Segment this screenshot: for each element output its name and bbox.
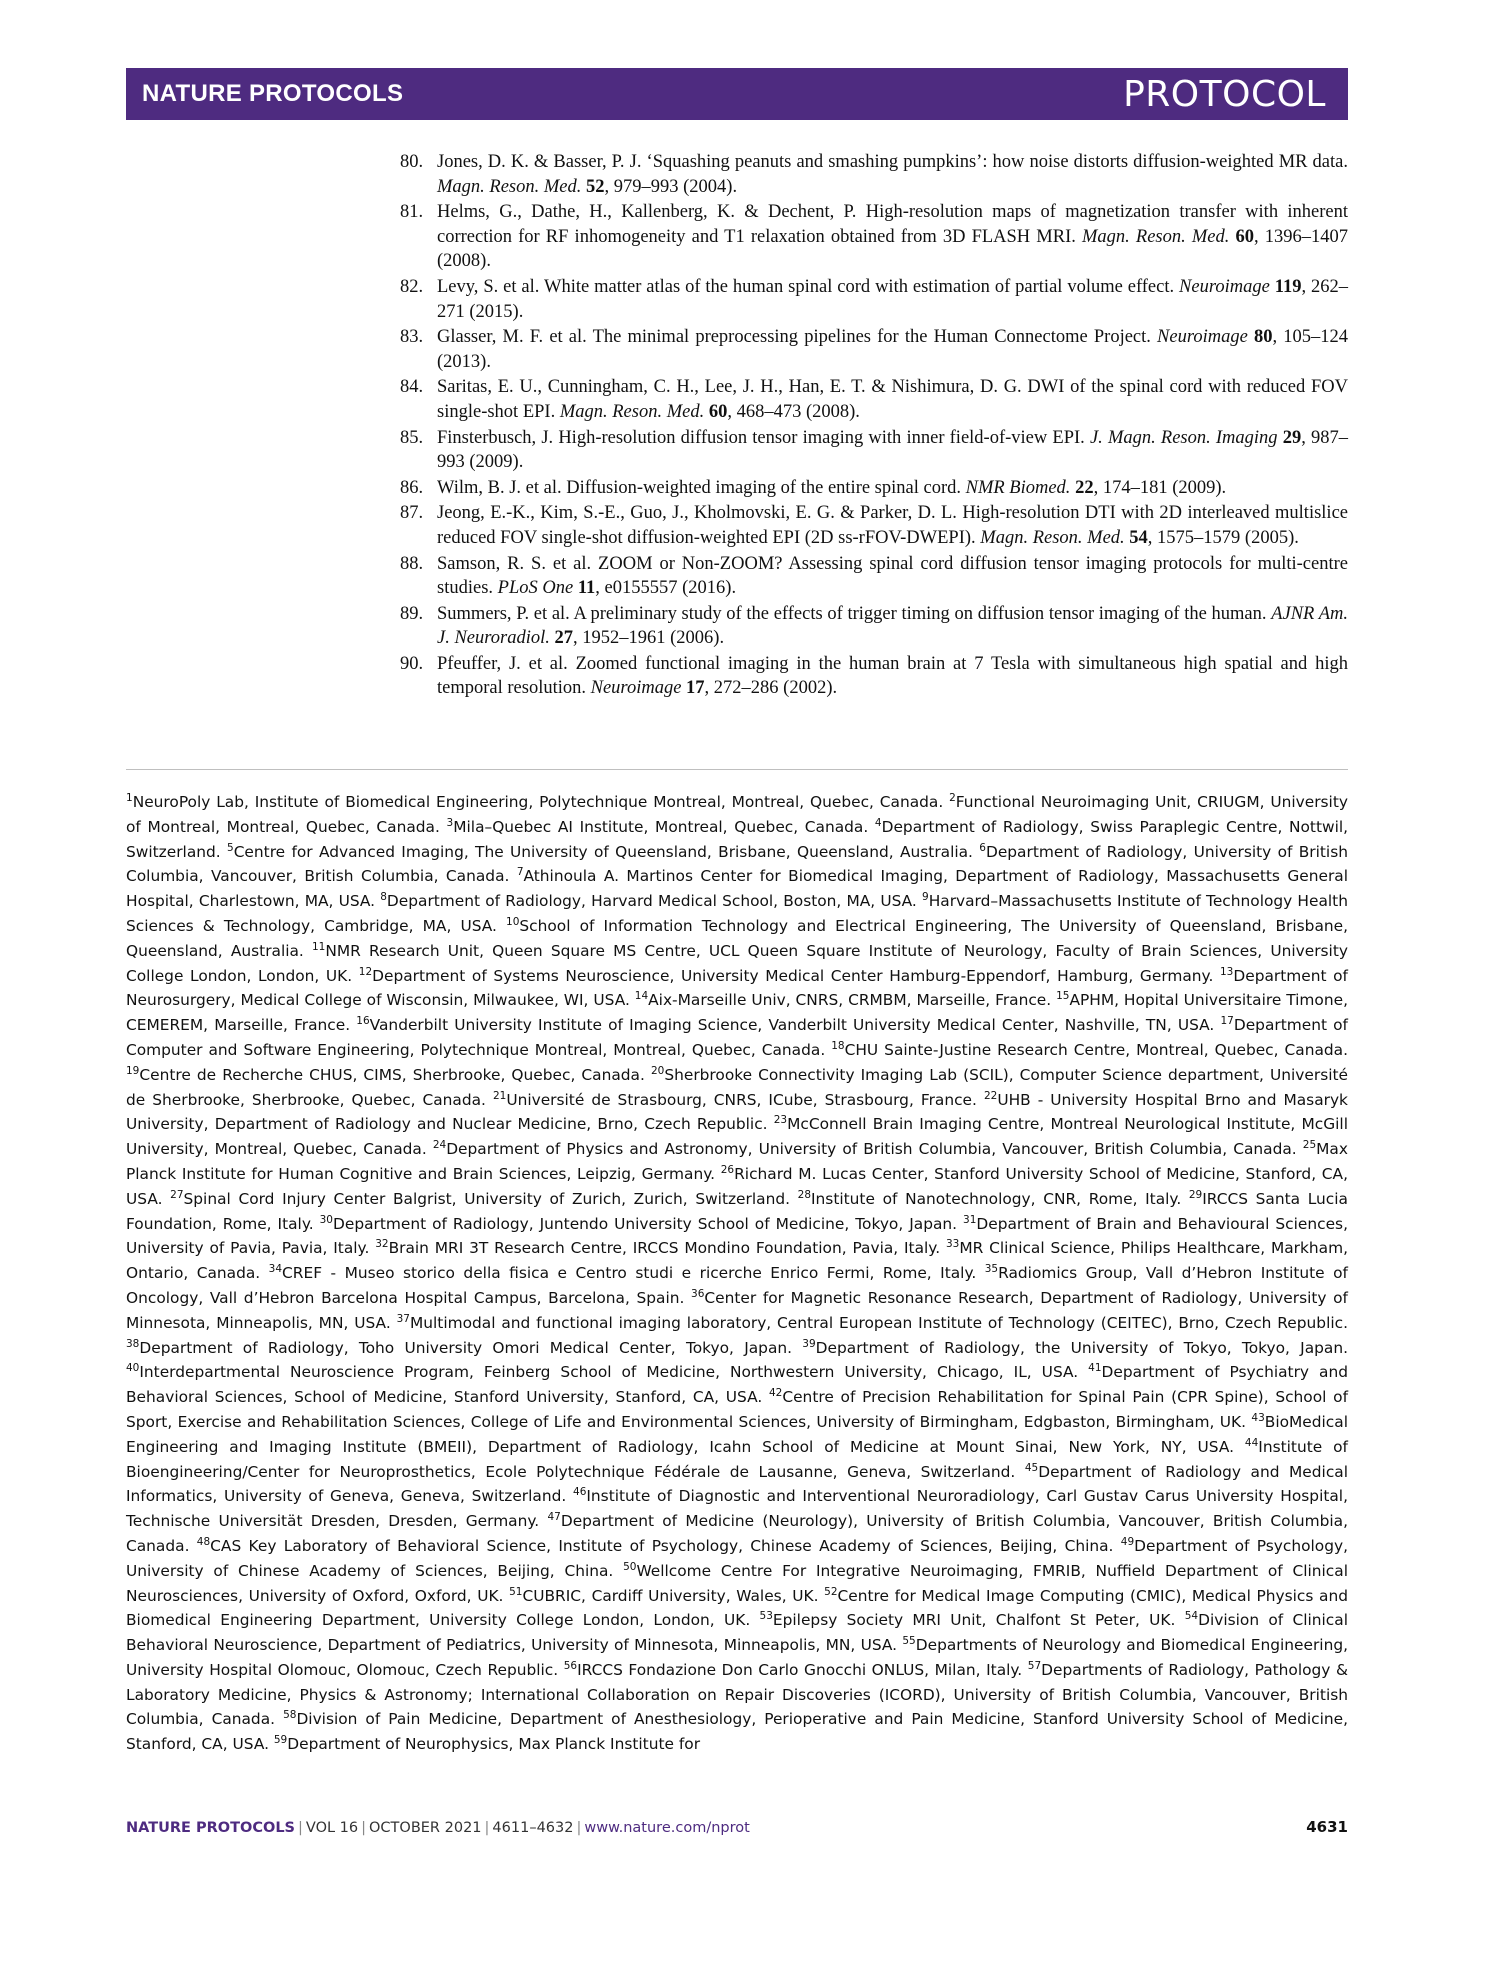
affiliation-number: 1: [126, 792, 133, 804]
affiliation-text: Department of Neurosurgery, Medical College of Wisconsin, Milwaukee, WI, USA.: [126, 966, 1348, 1010]
affiliation-text: Multimodal and functional imaging laboratory, Central European Institute of Technology (CEITEC), Brno, Czech Republic.: [409, 1313, 1348, 1332]
reference-item: [400, 552, 1348, 601]
affiliation-text: UHB - University Hospital Brno and Masaryk University, Department of Radiology and Nuclear Medicine, Brno, Czech Republic.: [126, 1090, 1348, 1134]
reference-text: Samson, R. S. et al. ZOOM or Non-ZOOM? Assessing spinal cord diffusion tensor imaging protocols for multi-centre studies. PLoS One 11, e0155557 (2016).: [437, 553, 1348, 599]
affiliation-text: Department of Medicine (Neurology), University of British Columbia, Vancouver, British Columbia, Canada.: [126, 1512, 1348, 1555]
affiliation-text: Department of Brain and Behavioural Sciences, University of Pavia, Pavia, Italy.: [126, 1214, 1348, 1258]
affiliation-number: 52: [824, 1585, 838, 1598]
affiliation-number: 56: [563, 1659, 578, 1672]
reference-number: 82.: [400, 276, 424, 297]
affiliation-text: Functional Neuroimaging Unit, CRIUGM, University of Montreal, Montreal, Quebec, Canada.: [126, 793, 1348, 836]
affiliation-number: 16: [356, 1015, 370, 1028]
reference-item: [400, 275, 1348, 324]
affiliation-number: 11: [311, 940, 326, 953]
reference-item: [400, 476, 1348, 501]
affiliation-number: 26: [720, 1163, 735, 1176]
affiliation-text: MR Clinical Science, Philips Healthcare, Markham, Ontario, Canada.: [126, 1239, 1348, 1283]
affiliation-number: 50: [623, 1560, 637, 1573]
affiliation-number: 34: [268, 1263, 283, 1276]
affiliation-number: 47: [547, 1511, 561, 1524]
affiliation-text: Departments of Radiology, Pathology & Laboratory Medicine, Physics & Astronomy; International Collaboration on Repair Discoveries (ICORD), University of British Columbia, Vancouver, British Columbia, Canada.: [126, 1660, 1348, 1729]
reference-text: Jeong, E.-K., Kim, S.-E., Guo, J., Kholmovski, E. G. & Parker, D. L. High-resolution DTI with 2D interleaved multislice reduced FOV single-shot diffusion-weighted EPI (2D ss-rFOV-DWEPI). Magn. Reson. Med. 54, 1575–1579 (2005).: [437, 503, 1348, 548]
reference-item: [400, 150, 1348, 199]
affiliation-number: 32: [375, 1238, 389, 1251]
reference-volume: 29: [1282, 427, 1302, 448]
affiliation-number: 59: [273, 1734, 288, 1747]
affiliation-text: Division of Pain Medicine, Department of Anesthesiology, Perioperative and Pain Medicine, Stanford University School of Medicine, Stanford, CA, USA.: [126, 1710, 1348, 1754]
affiliation-text: APHM, Hopital Universitaire Timone, CEMEREM, Marseille, France.: [126, 991, 1348, 1035]
affiliation-text: Department of Physics and Astronomy, University of British Columbia, Vancouver, British Columbia, Canada.: [446, 1140, 1297, 1159]
reference-number: 89.: [400, 603, 424, 624]
affiliation-number: 54: [1184, 1610, 1199, 1623]
affiliation-text: Department of Radiology, Toho University Omori Medical Center, Tokyo, Japan.: [139, 1338, 793, 1357]
affiliation-text: CAS Key Laboratory of Behavioral Science, Institute of Psychology, Chinese Academy of Sciences, Beijing, China.: [210, 1536, 1114, 1555]
reference-item: [400, 602, 1348, 651]
affiliation-text: Department of Radiology, University of British Columbia, Vancouver, British Columbia, Canada.: [126, 842, 1348, 886]
affiliation-number: 19: [126, 1064, 140, 1077]
affiliation-text: Brain MRI 3T Research Centre, IRCCS Mondino Foundation, Pavia, Italy.: [388, 1239, 941, 1258]
reference-number: 80.: [400, 152, 424, 172]
affiliation-number: 41: [1088, 1362, 1102, 1375]
reference-journal: Neuroimage: [1157, 327, 1248, 348]
reference-item: [400, 375, 1348, 424]
affiliation-number: 6: [979, 841, 986, 854]
affiliation-number: 3: [446, 816, 454, 829]
affiliation-number: 4: [874, 816, 882, 829]
affiliation-number: 9: [922, 891, 929, 904]
affiliation-number: 14: [634, 990, 649, 1003]
affiliation-number: 2: [949, 792, 956, 804]
reference-journal: Magn. Reson. Med.: [437, 176, 582, 197]
affiliation-text: NeuroPoly Lab, Institute of Biomedical Engineering, Polytechnique Montreal, Montreal, Quebec, Canada.: [132, 793, 944, 811]
affiliation-text: Epilepsy Society MRI Unit, Chalfont St Peter, UK.: [772, 1611, 1176, 1630]
affiliation-text: Institute of Bioengineering/Center for Neuroprosthetics, Ecole Polytechnique Fédérale de Lausanne, Geneva, Switzerland.: [126, 1437, 1348, 1481]
journal-banner: [126, 68, 1348, 120]
affiliation-text: Department of Psychiatry and Behavioral Sciences, School of Medicine, Stanford University, Stanford, CA, USA.: [126, 1363, 1348, 1407]
affiliation-number: 21: [492, 1089, 507, 1102]
reference-text: Levy, S. et al. White matter atlas of the human spinal cord with estimation of partial volume effect. Neuroimage 119, 262–271 (2015).: [437, 276, 1349, 322]
footer-volume: VOL 16: [305, 1820, 359, 1836]
article-type: PROTOCOL: [1123, 73, 1326, 115]
affiliation-text: Interdepartmental Neuroscience Program, Feinberg School of Medicine, Northwestern University, Chicago, IL, USA.: [139, 1363, 1079, 1382]
affiliation-number: 39: [802, 1337, 816, 1350]
reference-text: Summers, P. et al. A preliminary study of the effects of trigger timing on diffusion tensor imaging of the human. AJNR Am. J. Neuroradiol. 27, 1952–1961 (2006).: [437, 603, 1349, 649]
affiliation-text: Athinoula A. Martinos Center for Biomedical Imaging, Department of Radiology, Massachusetts General Hospital, Charlestown, MA, USA.: [126, 867, 1348, 911]
affiliation-number: 53: [759, 1610, 773, 1623]
affiliation-number: 48: [196, 1535, 211, 1548]
affiliation-text: NMR Research Unit, Queen Square MS Centre, UCL Queen Square Institute of Neurology, Faculty of Brain Sciences, University College London, London, UK.: [126, 941, 1348, 985]
affiliation-text: IRCCS Santa Lucia Foundation, Rome, Italy.: [126, 1189, 1348, 1233]
reference-text: Saritas, E. U., Cunningham, C. H., Lee, J. H., Han, E. T. & Nishimura, D. G. DWI of the spinal cord with reduced FOV single-shot EPI. Magn. Reson. Med. 60, 468–473 (2008).: [437, 377, 1348, 422]
affiliation-text: Institute of Diagnostic and Interventional Neuroradiology, Carl Gustav Carus University Hospital, Technische Universität Dresden, Dresden, Germany.: [126, 1487, 1348, 1531]
reference-journal: Magn. Reson. Med.: [1082, 226, 1230, 247]
affiliation-number: 24: [432, 1139, 447, 1152]
reference-list: [400, 150, 1348, 702]
reference-journal: Magn. Reson. Med.: [980, 527, 1125, 548]
reference-journal: J. Magn. Reson. Imaging: [1089, 427, 1278, 448]
affiliation-text: Max Planck Institute for Human Cognitive and Brain Sciences, Leipzig, Germany.: [126, 1140, 1348, 1183]
affiliation-text: Wellcome Centre For Integrative Neuroimaging, FMRIB, Nuffield Department of Clinical Neurosciences, University of Oxford, Oxford, UK.: [126, 1561, 1348, 1605]
affiliation-number: 7: [516, 866, 524, 879]
reference-volume: 60: [708, 401, 728, 422]
affiliation-number: 8: [380, 891, 387, 904]
reference-number: 90.: [400, 653, 424, 674]
reference-text: Glasser, M. F. et al. The minimal preprocessing pipelines for the Human Connectome Project. Neuroimage 80, 105–124 (2013).: [437, 327, 1349, 372]
affiliation-text: Department of Radiology, the University of Tokyo, Tokyo, Japan.: [815, 1338, 1348, 1357]
affiliation-text: Centre of Precision Rehabilitation for Spinal Pain (CPR Spine), School of Sport, Exercise and Rehabilitation Sciences, College of Life and Environmental Sciences, University of Birmingham, Edgbaston, Birmingham, UK.: [126, 1388, 1348, 1431]
reference-number: 84.: [400, 377, 424, 398]
reference-volume: 17: [686, 678, 705, 699]
affiliation-number: 27: [170, 1188, 184, 1201]
page-footer: [126, 1818, 1348, 1836]
affiliation-text: Harvard–Massachusetts Institute of Technology Health Sciences & Technology, Cambridge, MA, USA.: [126, 892, 1348, 935]
affiliation-number: 38: [126, 1337, 140, 1350]
reference-number: 81.: [400, 202, 424, 223]
footer-url[interactable]: www.nature.com/nprot: [584, 1820, 750, 1836]
affiliation-text: McConnell Brain Imaging Centre, Montreal Neurological Institute, McGill University, Montreal, Quebec, Canada.: [126, 1115, 1348, 1159]
affiliation-text: CHU Sainte-Justine Research Centre, Montreal, Quebec, Canada.: [844, 1040, 1348, 1059]
affiliation-text: Department of Neurophysics, Max Planck Institute for: [287, 1735, 701, 1754]
affiliation-number: 45: [1024, 1461, 1039, 1474]
reference-number: 88.: [400, 553, 424, 574]
affiliation-text: Department of Radiology and Medical Informatics, University of Geneva, Geneva, Switzerland.: [126, 1462, 1348, 1506]
reference-item: [400, 652, 1348, 701]
reference-volume: 22: [1075, 477, 1094, 498]
reference-volume: 11: [577, 578, 596, 599]
reference-number: 87.: [400, 503, 424, 524]
reference-journal: Neuroimage: [1179, 276, 1270, 297]
affiliation-number: 46: [573, 1486, 587, 1499]
affiliation-number: 51: [509, 1585, 523, 1598]
affiliation-number: 36: [691, 1287, 705, 1300]
affiliation-number: 18: [831, 1039, 845, 1052]
footer-date: OCTOBER 2021: [369, 1820, 482, 1836]
affiliation-number: 37: [396, 1312, 410, 1325]
affiliation-text: Departments of Neurology and Biomedical Engineering, University Hospital Olomouc, Olomouc, Czech Republic.: [126, 1636, 1348, 1679]
affiliation-number: 42: [768, 1387, 783, 1400]
affiliation-number: 49: [1120, 1535, 1135, 1548]
affiliation-text: Department of Radiology, Swiss Paraplegic Centre, Nottwil, Switzerland.: [126, 817, 1349, 861]
journal-name: NATURE PROTOCOLS: [142, 80, 404, 107]
affiliation-text: Centre for Advanced Imaging, The University of Queensland, Brisbane, Queensland, Australia.: [233, 842, 973, 861]
affiliation-text: Division of Clinical Behavioral Neuroscience, Department of Pediatrics, University of Minnesota, Minneapolis, MN, USA.: [126, 1611, 1348, 1655]
footer-citation: NATURE PROTOCOLS | VOL 16 | OCTOBER 2021 | 4611–4632 | www.nature.com/nprot: [126, 1820, 750, 1836]
affiliation-number: 58: [283, 1709, 297, 1722]
page-number: 4631: [1306, 1818, 1348, 1836]
affiliation-text: Radiomics Group, Vall d’Hebron Institute of Oncology, Vall d’Hebron Barcelona Hospital Campus, Barcelona, Spain.: [126, 1264, 1348, 1307]
reference-number: 85.: [400, 427, 424, 448]
affiliation-text: CREF - Museo storico della fisica e Centro studi e ricerche Enrico Fermi, Rome, Italy.: [282, 1264, 977, 1283]
reference-journal: Magn. Reson. Med.: [559, 401, 705, 422]
reference-item: [400, 325, 1348, 374]
affiliation-text: Spinal Cord Injury Center Balgrist, University of Zurich, Zurich, Switzerland.: [183, 1189, 790, 1208]
reference-number: 86.: [400, 477, 424, 498]
affiliation-text: Richard M. Lucas Center, Stanford University School of Medicine, Stanford, CA, USA.: [126, 1164, 1348, 1208]
affiliation-text: CUBRIC, Cardiff University, Wales, UK.: [522, 1586, 819, 1605]
reference-text: Wilm, B. J. et al. Diffusion-weighted imaging of the entire spinal cord. NMR Biomed. 22, 174–181 (2009).: [437, 477, 1227, 498]
affiliation-text: School of Information Technology and Electrical Engineering, The University of Queensland, Brisbane, Queensland, Australia.: [126, 916, 1348, 960]
affiliation-number: 31: [963, 1213, 977, 1226]
affiliation-text: IRCCS Fondazione Don Carlo Gnocchi ONLUS, Milan, Italy.: [577, 1660, 1023, 1679]
affiliation-number: 10: [506, 915, 520, 928]
affiliation-text: Center for Magnetic Resonance Research, Department of Radiology, University of Minnesota, Minneapolis, MN, USA.: [126, 1288, 1348, 1332]
reference-volume: 80: [1253, 327, 1273, 348]
reference-text: Helms, G., Dathe, H., Kallenberg, K. & Dechent, P. High-resolution maps of magnetization transfer with inherent correction for RF inhomogeneity and T1 relaxation obtained from 3D FLASH MRI. Magn. Reson. Med. 60, 1396–1407 (2008).: [437, 202, 1348, 272]
affiliation-text: Department of Computer and Software Engineering, Polytechnique Montreal, Montreal, Quebec, Canada.: [126, 1016, 1348, 1059]
affiliation-number: 55: [902, 1635, 916, 1648]
reference-volume: 27: [554, 628, 574, 649]
affiliation-text: Department of Psychology, University of Chinese Academy of Sciences, Beijing, China.: [126, 1536, 1348, 1580]
reference-journal: AJNR Am. J. Neuroradiol.: [437, 603, 1349, 649]
affiliation-number: 35: [984, 1263, 999, 1276]
reference-text: Pfeuffer, J. et al. Zoomed functional imaging in the human brain at 7 Tesla with simultaneous high spatial and high temporal resolution. Neuroimage 17, 272–286 (2002).: [437, 653, 1348, 699]
affiliation-number: 13: [1220, 965, 1234, 978]
reference-text: Jones, D. K. & Basser, P. J. ‘Squashing peanuts and smashing pumpkins’: how noise distorts diffusion-weighted MR data. Magn. Reson. Med. 52, 979–993 (2004).: [437, 152, 1348, 197]
reference-number: 83.: [400, 327, 424, 348]
affiliation-number: 25: [1302, 1139, 1317, 1152]
reference-text: Finsterbusch, J. High-resolution diffusion tensor imaging with inner field-of-view EPI. J. Magn. Reson. Imaging 29, 987–993 (2009).: [437, 427, 1349, 473]
affiliation-number: 12: [358, 965, 373, 978]
affiliation-text: Department of Systems Neuroscience, University Medical Center Hamburg-Eppendorf, Hamburg, Germany.: [372, 966, 1214, 985]
affiliation-text: Centre de Recherche CHUS, CIMS, Sherbrooke, Quebec, Canada.: [139, 1065, 645, 1084]
footer-pages: 4611–4632: [492, 1820, 574, 1836]
affiliation-number: 33: [945, 1238, 960, 1251]
reference-item: [400, 426, 1348, 475]
affiliation-text: Sherbrooke Connectivity Imaging Lab (SCIL), Computer Science department, Université de Sherbrooke, Sherbrooke, Quebec, Canada.: [126, 1065, 1348, 1109]
affiliation-number: 28: [797, 1188, 812, 1201]
affiliation-number: 43: [1251, 1411, 1265, 1424]
affiliation-number: 15: [1056, 990, 1070, 1003]
affiliation-text: Department of Radiology, Juntendo University School of Medicine, Tokyo, Japan.: [333, 1214, 958, 1233]
reference-item: [400, 200, 1348, 274]
affiliation-number: 22: [983, 1089, 998, 1102]
reference-volume: 119: [1274, 276, 1302, 297]
affiliation-number: 44: [1244, 1436, 1259, 1449]
affiliation-number: 20: [650, 1064, 665, 1077]
affiliation-text: Aix-Marseille Univ, CNRS, CRMBM, Marseille, France.: [648, 991, 1052, 1010]
affiliation-text: Institute of Nanotechnology, CNR, Rome, Italy.: [811, 1189, 1182, 1208]
reference-volume: 52: [586, 176, 605, 197]
reference-journal: PLoS One: [497, 578, 574, 599]
affiliation-number: 23: [773, 1114, 788, 1127]
affiliation-number: 30: [319, 1213, 333, 1226]
reference-volume: 54: [1129, 527, 1148, 548]
affiliation-number: 5: [227, 841, 234, 854]
affiliation-text: Department of Radiology, Harvard Medical School, Boston, MA, USA.: [386, 892, 917, 911]
affiliation-number: 29: [1188, 1188, 1203, 1201]
footer-journal: NATURE PROTOCOLS: [126, 1820, 296, 1836]
affiliation-text: Mila–Quebec AI Institute, Montreal, Quebec, Canada.: [453, 817, 869, 836]
reference-journal: Neuroimage: [590, 678, 682, 699]
section-divider: [126, 769, 1348, 770]
affiliation-text: Centre for Medical Image Computing (CMIC), Medical Physics and Biomedical Engineering Department, University College London, London, UK.: [126, 1586, 1348, 1630]
affiliation-number: 57: [1027, 1659, 1042, 1672]
affiliation-text: Université de Strasbourg, CNRS, ICube, Strasbourg, France.: [506, 1090, 977, 1109]
affiliation-number: 17: [1220, 1015, 1234, 1028]
affiliations: [126, 790, 1348, 1757]
affiliation-text: Vanderbilt University Institute of Imaging Science, Vanderbilt University Medical Center, Nashville, TN, USA.: [369, 1016, 1215, 1035]
reference-item: [400, 501, 1348, 550]
reference-volume: 60: [1235, 226, 1254, 247]
reference-journal: NMR Biomed.: [965, 477, 1071, 498]
affiliation-text: BioMedical Engineering and Imaging Institute (BMEII), Department of Radiology, Icahn School of Medicine at Mount Sinai, New York, NY, USA.: [126, 1412, 1348, 1456]
affiliation-number: 40: [126, 1362, 140, 1375]
